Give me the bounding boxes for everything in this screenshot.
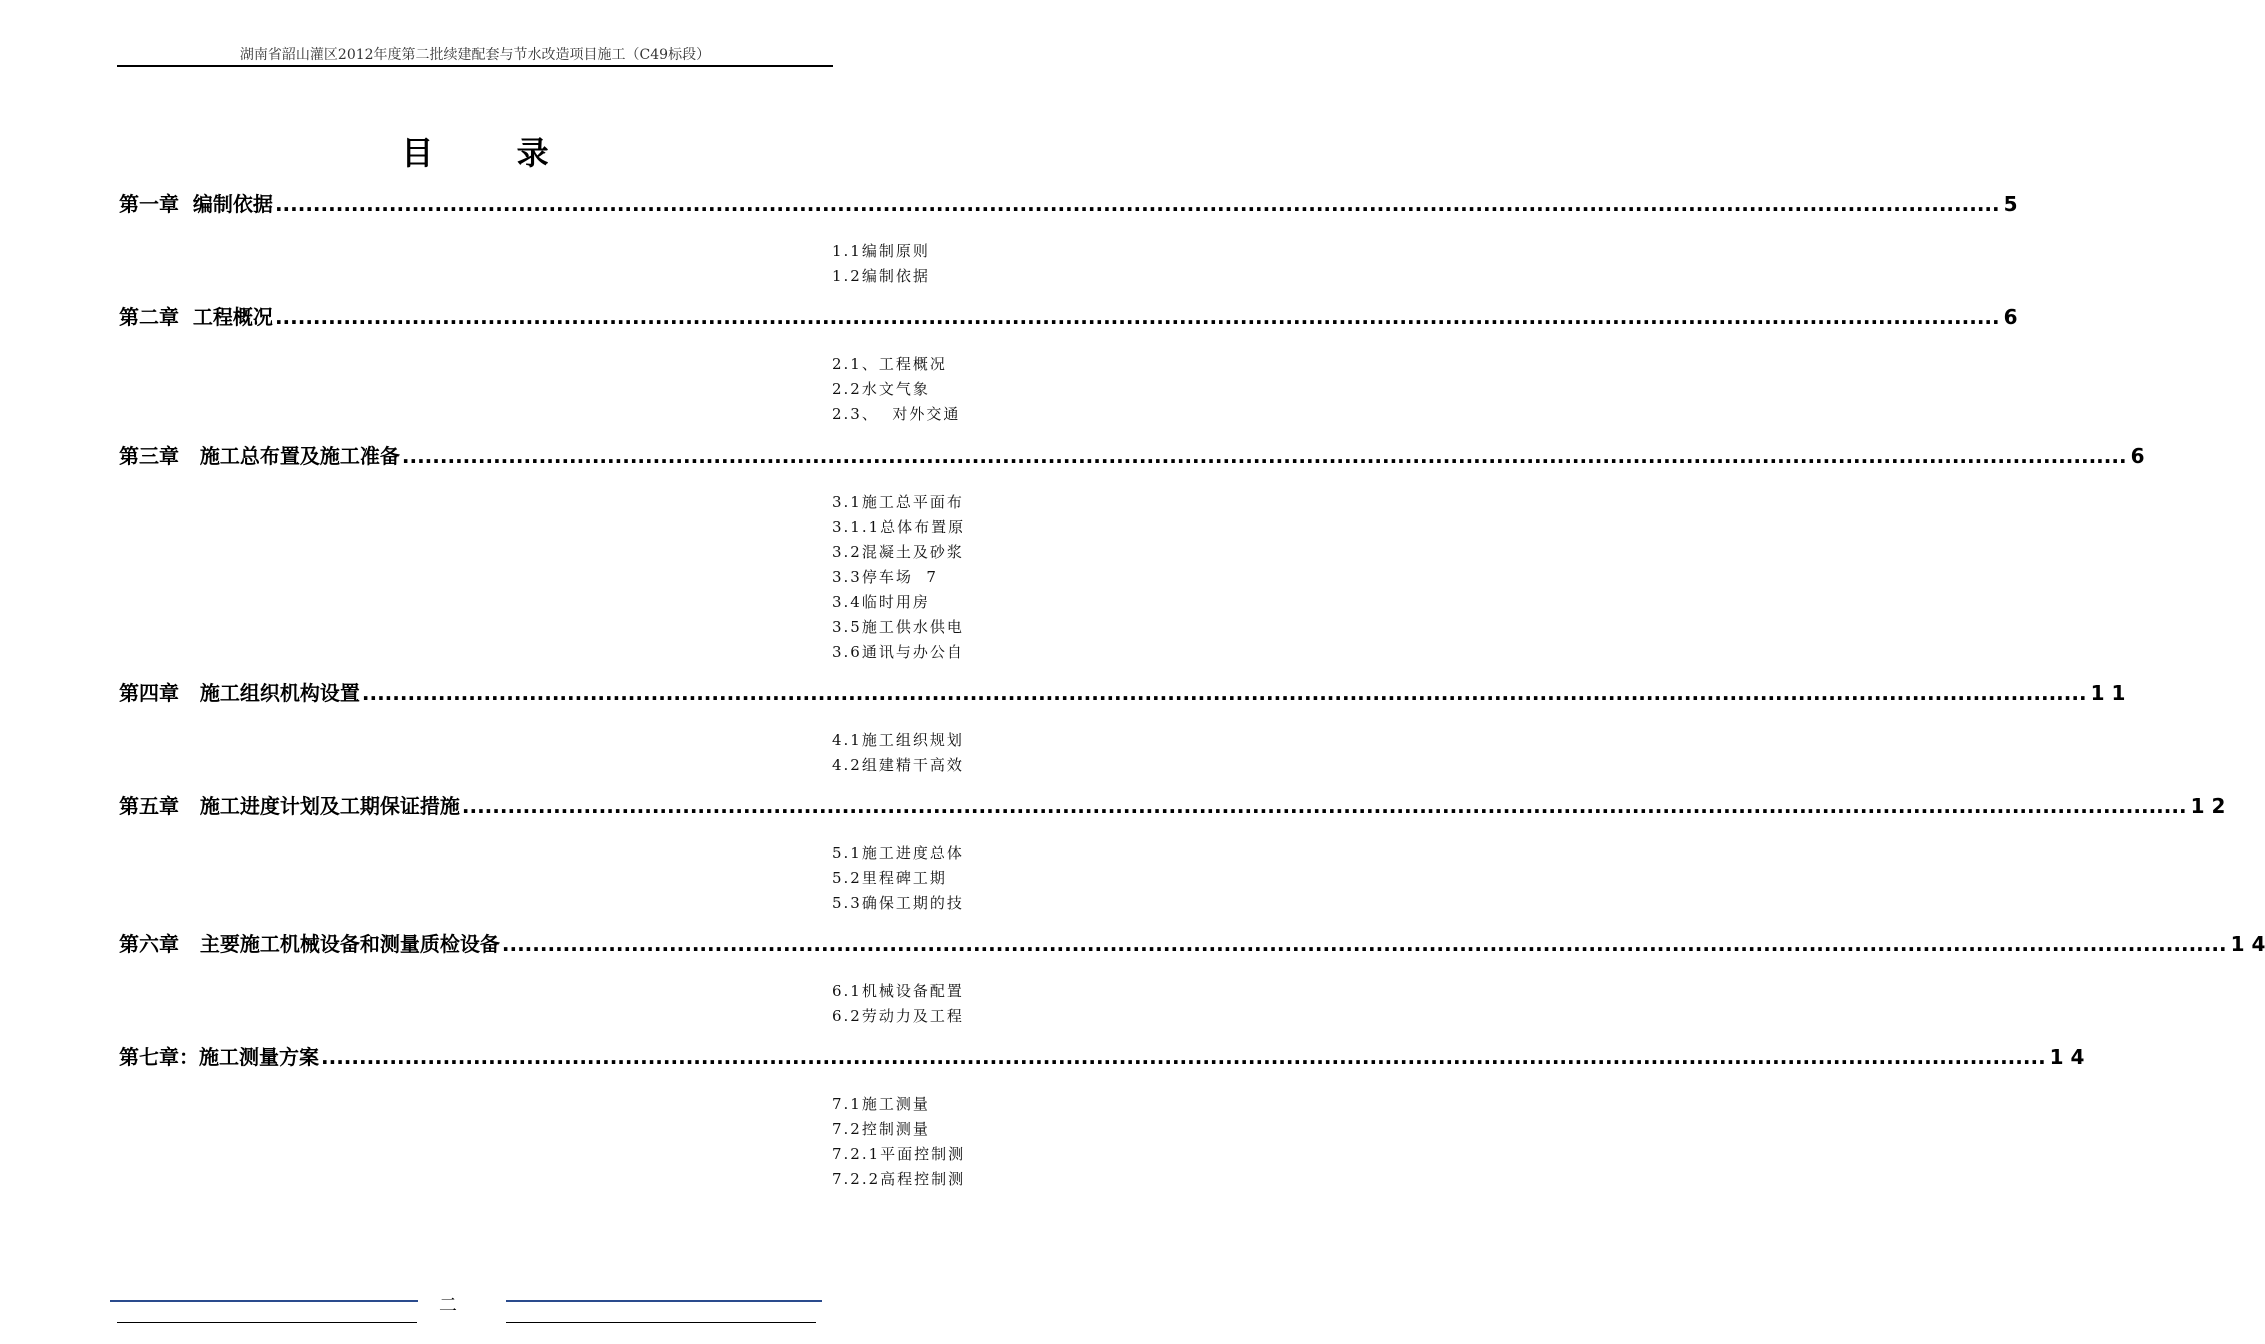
chapter-page-number: 1 4 [2049, 1045, 2085, 1069]
chapter-page-number: 6 [2003, 305, 2018, 329]
dot-leader [362, 681, 2087, 705]
dot-leader [402, 444, 2127, 468]
toc-section-entry[interactable]: 3.1施工总平面布 [832, 493, 964, 511]
toc-section-entry[interactable]: 3.1.1总体布置原 [832, 518, 966, 536]
chapter-page-number: 6 [2130, 444, 2145, 468]
footer-page-number: 二 [439, 1295, 457, 1316]
toc-section-entry[interactable]: 3.2混凝土及砂浆 [832, 543, 964, 561]
dot-leader [462, 794, 2187, 818]
toc-section-entry[interactable]: 3.6通讯与办公自 [832, 643, 964, 661]
toc-section-entry[interactable]: 6.1机械设备配置 [832, 982, 964, 1000]
toc-section-entry[interactable]: 4.2组建精干高效 [832, 756, 964, 774]
toc-title: 目 录 [401, 134, 585, 172]
toc-section-entry[interactable]: 1.2编制依据 [832, 267, 930, 285]
page-header: 湖南省韶山灌区2012年度第二批续建配套与节水改造项目施工（C49标段） [239, 47, 711, 63]
toc-section-entry[interactable]: 5.1施工进度总体 [832, 844, 964, 862]
toc-chapter-entry[interactable] [119, 677, 2126, 705]
toc-chapter-entry[interactable] [119, 790, 2226, 818]
footer-rule-left-bottom [117, 1322, 417, 1323]
toc-section-entry[interactable]: 3.4临时用房 [832, 593, 930, 611]
chapter-title: 第三章 施工总布置及施工准备 [119, 444, 400, 468]
toc-section-entry[interactable]: 3.3停车场 7 [832, 568, 938, 586]
chapter-page-number: 1 2 [2190, 794, 2226, 818]
chapter-title: 第七章：施工测量方案 [119, 1045, 319, 1069]
toc-section-entry[interactable]: 2.3、 对外交通 [832, 405, 961, 423]
chapter-title: 第四章 施工组织机构设置 [119, 681, 360, 705]
toc-section-entry[interactable]: 7.2控制测量 [832, 1120, 930, 1138]
toc-section-entry[interactable]: 2.2水文气象 [832, 380, 930, 398]
footer-rule-right-top [506, 1300, 822, 1302]
chapter-title: 第五章 施工进度计划及工期保证措施 [119, 794, 460, 818]
toc-section-entry[interactable]: 5.3确保工期的技 [832, 894, 964, 912]
chapter-page-number: 5 [2003, 192, 2018, 216]
toc-section-entry[interactable]: 2.1、工程概况 [832, 355, 947, 373]
toc-chapter-entry[interactable] [119, 188, 2018, 216]
chapter-title: 第六章 主要施工机械设备和测量质检设备 [119, 932, 500, 956]
toc-chapter-entry[interactable] [119, 301, 2018, 329]
dot-leader [321, 1045, 2046, 1069]
toc-section-entry[interactable]: 7.2.2高程控制测 [832, 1170, 966, 1188]
dot-leader [275, 305, 2000, 329]
toc-section-entry[interactable]: 7.1施工测量 [832, 1095, 930, 1113]
toc-section-entry[interactable]: 4.1施工组织规划 [832, 731, 964, 749]
toc-section-entry[interactable]: 1.1编制原则 [832, 242, 930, 260]
dot-leader [502, 932, 2227, 956]
toc-section-entry[interactable]: 7.2.1平面控制测 [832, 1145, 966, 1163]
toc-chapter-entry[interactable] [119, 928, 2265, 956]
toc-section-entry[interactable]: 3.5施工供水供电 [832, 618, 964, 636]
toc-chapter-entry[interactable] [119, 1041, 2085, 1069]
chapter-title: 第二章 工程概况 [119, 305, 273, 329]
toc-section-entry[interactable]: 5.2里程碑工期 [832, 869, 947, 887]
chapter-page-number: 1 1 [2090, 681, 2126, 705]
footer-rule-right-bottom [506, 1322, 816, 1323]
dot-leader [275, 192, 2000, 216]
chapter-page-number: 1 4 [2230, 932, 2265, 956]
header-rule [117, 65, 833, 67]
footer-rule-left-top [110, 1300, 418, 1302]
chapter-title: 第一章 编制依据 [119, 192, 273, 216]
toc-section-entry[interactable]: 6.2劳动力及工程 [832, 1007, 964, 1025]
toc-chapter-entry[interactable] [119, 440, 2145, 468]
